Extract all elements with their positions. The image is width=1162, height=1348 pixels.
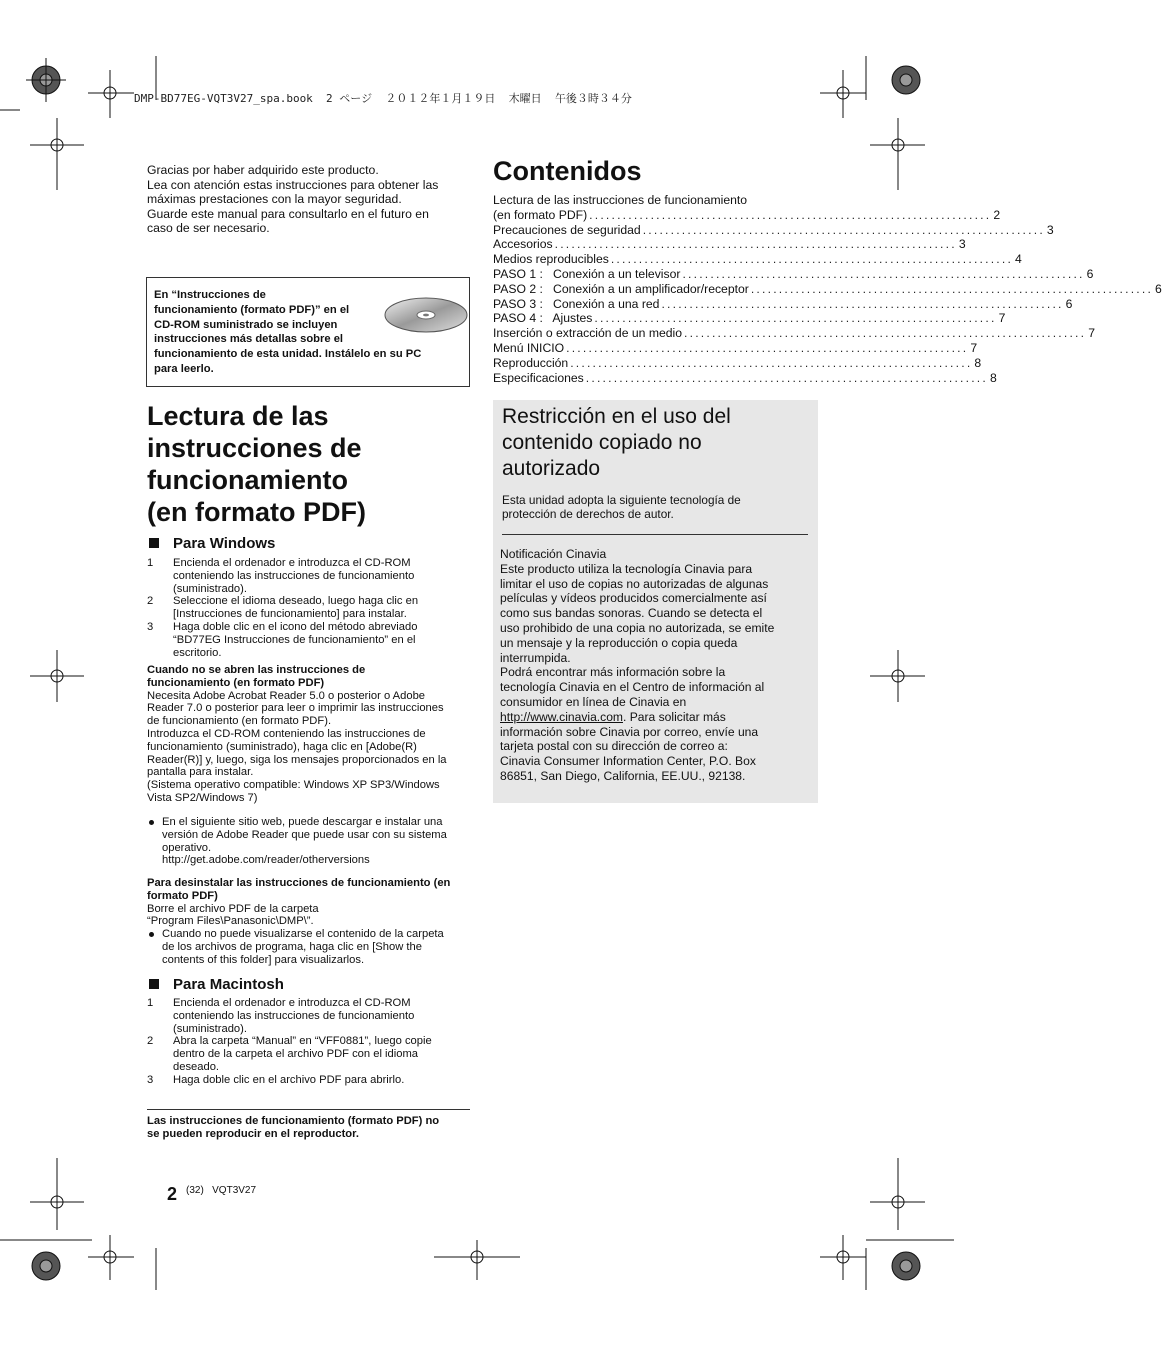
body-line: versión de Adobe Reader que puede usar con su sistema: [162, 828, 447, 841]
body-line: de los archivos de programa, haga clic en [Show the: [162, 940, 422, 953]
cdrom-notice-box: [146, 277, 470, 387]
toc-leader: ........................................................................: [610, 252, 1014, 267]
step-number: 3: [147, 1073, 154, 1086]
body-line: limitar el uso de copias no autorizadas de algunas: [500, 576, 769, 591]
body-line: interrumpida.: [500, 650, 571, 665]
toc-label: Accesorios: [493, 237, 553, 252]
panel-title: [502, 404, 802, 482]
step-line: deseado.: [173, 1060, 220, 1073]
windows-section-title: [149, 535, 275, 552]
toc-leader: ........................................................................: [682, 266, 1085, 281]
page-number: 2: [167, 1184, 178, 1204]
toc-page: 4: [1015, 252, 1022, 267]
notice-line: En “Instrucciones de: [154, 289, 266, 301]
body-line: información sobre Cinavia por correo, envíe una: [500, 724, 759, 739]
table-of-contents: [493, 193, 1162, 385]
toc-page: 6: [1086, 266, 1094, 281]
toc-entry[interactable]: [493, 326, 1095, 341]
step-number: 3: [147, 620, 154, 633]
subheading-line: funcionamiento (en formato PDF): [147, 676, 325, 689]
notice-line: para leerlo.: [154, 362, 214, 375]
divider: [502, 534, 808, 535]
step-line: (suministrado).: [173, 582, 247, 595]
toc-label: PASO 2 : Conexión a un amplificador/receptor: [493, 281, 749, 296]
step-line: conteniendo las instrucciones de funcionamiento: [173, 1009, 415, 1022]
intro-line: máximas prestaciones con la mayor seguridad.: [147, 192, 402, 207]
toc-leader: ........................................................................: [554, 237, 957, 252]
toc-page: 6: [1155, 281, 1162, 296]
toc-entry[interactable]: [493, 340, 978, 356]
body-line: de funcionamiento (en formato PDF).: [147, 715, 332, 728]
toc-label: PASO 1 : Conexión a un televisor: [493, 266, 681, 281]
step-line: Encienda el ordenador e introduzca el CD-ROM: [173, 997, 411, 1009]
body-line: tarjeta postal con su dirección de correo a:: [500, 739, 728, 754]
toc-entry: [493, 193, 818, 208]
mac-steps: [147, 997, 472, 1087]
body-line: [500, 710, 812, 725]
body-line: En el siguiente sitio web, puede descargar e instalar una: [162, 816, 443, 828]
step-line: “BD77EG Instrucciones de funcionamiento” en el: [173, 633, 416, 646]
step-number: 1: [147, 557, 154, 569]
cinavia-panel: [493, 400, 818, 803]
toc-page: 8: [974, 355, 982, 370]
title-line: autorizado: [502, 457, 601, 480]
body-line: Este producto utiliza la tecnología Cinavia para: [500, 561, 753, 576]
intro-line: Gracias por haber adquirido este producto.: [147, 163, 379, 177]
toc-leader: ........................................................................: [661, 296, 1064, 311]
step-line: Haga doble clic en el archivo PDF para abrirlo.: [173, 1073, 405, 1086]
body-line: 86851, San Diego, California, EE.UU., 92138.: [500, 768, 746, 783]
notice-line: funcionamiento de esta unidad. Instálelo en su PC: [154, 348, 422, 361]
heading-line: Lectura de las: [147, 401, 329, 431]
cinavia-link[interactable]: http://www.cinavia.com: [500, 709, 623, 724]
toc-page: 3: [958, 237, 966, 252]
body-line: Introduzca el CD-ROM conteniendo las instrucciones de: [147, 727, 426, 740]
step-line: escritorio.: [173, 646, 222, 659]
step-item: [147, 1035, 472, 1073]
toc-entry[interactable]: [493, 237, 966, 252]
toc-label: (en formato PDF): [493, 207, 588, 222]
intro-line: Guarde este manual para consultarlo en el futuro en: [147, 206, 429, 221]
uninstall-section: [147, 877, 472, 967]
step-line: Haga doble clic en el icono del método abreviado: [173, 620, 418, 633]
toc-label: Reproducción: [493, 355, 569, 370]
intro-line: caso de ser necesario.: [147, 221, 270, 236]
step-item: [147, 621, 472, 659]
toc-entry[interactable]: [493, 311, 1006, 326]
not-open-section: [147, 664, 472, 805]
toc-page: 7: [998, 311, 1006, 326]
body-line: funcionamiento (suministrado), haga clic en [Adobe(R): [147, 740, 417, 753]
body-line: tecnología Cinavia en el Centro de información al: [500, 680, 765, 695]
body-line: Notificación Cinavia: [500, 547, 607, 561]
windows-steps: [147, 557, 472, 659]
body-line: Reader(R)] y, luego, siga los mensajes proporcionados en la: [147, 753, 447, 766]
section-title-text: Para Macintosh: [173, 976, 284, 993]
body-line: Esta unidad adopta la siguiente tecnología de: [502, 493, 741, 507]
toc-page: 7: [970, 340, 978, 355]
step-item: [147, 557, 472, 595]
step-line: (suministrado).: [173, 1022, 247, 1035]
divider: [147, 1109, 470, 1110]
page-footer-ref: [186, 1185, 256, 1196]
notice-line: CD-ROM suministrado se incluyen: [154, 318, 338, 331]
subheading-line: Cuando no se abren las instrucciones de: [147, 664, 366, 676]
step-line: [Instrucciones de funcionamiento] para instalar.: [173, 608, 407, 621]
body-line: consumidor en línea de Cinavia en: [500, 694, 687, 709]
toc-label: PASO 3 : Conexión a una red: [493, 296, 660, 311]
title-line: contenido copiado no: [502, 431, 702, 454]
body-line: Cuando no puede visualizarse el contenido de la carpeta: [162, 928, 444, 941]
step-line: dentro de la carpeta el archivo PDF con el idioma: [173, 1048, 419, 1061]
notice-line: funcionamiento (formato PDF)” en el: [154, 303, 350, 316]
step-number: 2: [147, 595, 154, 608]
pdf-playback-note: [147, 1115, 472, 1141]
title-line: Restricción en el uso del: [502, 405, 731, 428]
body-line: Podrá encontrar más información sobre la: [500, 665, 726, 680]
body-text: . Para solicitar más: [623, 709, 726, 724]
toc-page: 8: [989, 370, 997, 385]
step-item: [147, 997, 472, 1035]
heading-line: funcionamiento: [147, 465, 348, 495]
body-line: protección de derechos de autor.: [502, 507, 674, 522]
adobe-url: http://get.adobe.com/reader/otherversions: [162, 854, 370, 867]
toc-entry[interactable]: [493, 370, 997, 386]
toc-label: Lectura de las instrucciones de funcionamiento: [493, 193, 748, 207]
contents-title: Contenidos: [493, 156, 642, 186]
toc-entry[interactable]: [493, 281, 1162, 297]
cinavia-notice: [500, 547, 812, 784]
toc-leader: ........................................................................: [594, 311, 997, 326]
step-line: Abra la carpeta “Manual” en “VFF0881”, luego copie: [173, 1035, 432, 1048]
step-number: 2: [147, 1035, 154, 1048]
toc-label: Medios reproducibles: [493, 252, 609, 267]
step-item: [147, 1074, 472, 1087]
toc-label: Inserción o extracción de un medio: [493, 326, 683, 341]
intro-line: Lea con atención estas instrucciones para obtener las: [147, 177, 439, 192]
uninstall-bullet: [147, 928, 472, 966]
square-bullet-icon: [149, 538, 159, 548]
toc-label: PASO 4 : Ajustes: [493, 311, 593, 326]
toc-leader: ........................................................................: [589, 207, 992, 222]
body-line: Borre el archivo PDF de la carpeta: [147, 902, 319, 915]
mac-section-title: [149, 976, 284, 993]
toc-entry[interactable]: [493, 222, 1054, 238]
step-line: conteniendo las instrucciones de funcionamiento: [173, 569, 415, 582]
body-line: “Program Files\Panasonic\DMP\”.: [147, 915, 314, 928]
toc-page: 7: [1088, 326, 1095, 341]
cd-rom-icon: [383, 295, 469, 335]
body-line: Reader 7.0 o posterior para leer o imprimir las instrucciones: [147, 702, 444, 715]
toc-leader: ........................................................................: [750, 281, 1154, 296]
toc-leader: ........................................................................: [684, 326, 1087, 341]
toc-leader: ........................................................................: [566, 340, 969, 355]
toc-entry[interactable]: [493, 252, 1022, 267]
body-line: películas y vídeos producidos comercialmente así: [500, 591, 767, 606]
toc-entry[interactable]: [493, 296, 1073, 312]
body-line: Cinavia Consumer Information Center, P.O. Box: [500, 754, 756, 769]
body-line: contents of this folder] para visualizarlos.: [162, 953, 365, 966]
section-title-text: Para Windows: [173, 535, 276, 552]
panel-intro: [502, 493, 802, 521]
intro-paragraph: [147, 163, 467, 236]
step-line: Encienda el ordenador e introduzca el CD-ROM: [173, 557, 411, 569]
page-ref: (32): [186, 1185, 204, 1196]
toc-label: Precauciones de seguridad: [493, 222, 641, 237]
toc-page: 3: [1046, 222, 1054, 237]
body-line: como sus bandas sonoras. Cuando se detecta el: [500, 606, 763, 621]
adobe-download-note: [147, 816, 472, 867]
notice-line: instrucciones más detallas sobre el: [154, 333, 344, 346]
toc-label: Especificaciones: [493, 370, 584, 385]
square-bullet-icon: [149, 979, 159, 989]
lectura-heading: [147, 400, 477, 528]
toc-label: Menú INICIO: [493, 340, 565, 355]
toc-entry[interactable]: [493, 355, 982, 371]
step-line: Seleccione el idioma deseado, luego haga clic en: [173, 595, 419, 608]
toc-leader: ........................................................................: [585, 370, 988, 385]
toc-entry[interactable]: [493, 266, 1094, 282]
body-line: un mensaje y la reproducción o copia queda: [500, 635, 738, 650]
toc-page: 2: [993, 207, 1001, 222]
toc-entry[interactable]: [493, 207, 1001, 223]
heading-line: (en formato PDF): [147, 497, 366, 527]
body-line: Necesita Adobe Acrobat Reader 5.0 o posterior o Adobe: [147, 689, 426, 702]
toc-page: 6: [1065, 296, 1073, 311]
doc-code: VQT3V27: [212, 1185, 257, 1196]
note-line: se pueden reproducir en el reproductor.: [147, 1128, 359, 1141]
body-line: pantalla para instalar.: [147, 766, 254, 779]
heading-line: instrucciones de: [147, 433, 362, 463]
subheading-line: formato PDF): [147, 889, 218, 902]
body-line: uso prohibido de una copia no autorizada, se emite: [500, 620, 775, 635]
step-number: 1: [147, 997, 154, 1009]
body-line: Vista SP2/Windows 7): [147, 791, 258, 804]
subheading-line: Para desinstalar las instrucciones de funcionamiento (en: [147, 877, 451, 889]
toc-leader: ........................................................................: [570, 355, 973, 370]
note-line: Las instrucciones de funcionamiento (formato PDF) no: [147, 1115, 440, 1127]
toc-leader: ........................................................................: [642, 222, 1045, 237]
step-item: [147, 595, 472, 621]
body-line: operativo.: [162, 841, 212, 854]
body-line: (Sistema operativo compatible: Windows XP SP3/Windows: [147, 779, 440, 792]
print-header: DMP-BD77EG-VQT3V27_spa.book 2 ページ ２０１２年１月１９日 木曜日 午後３時３４分: [134, 92, 632, 105]
